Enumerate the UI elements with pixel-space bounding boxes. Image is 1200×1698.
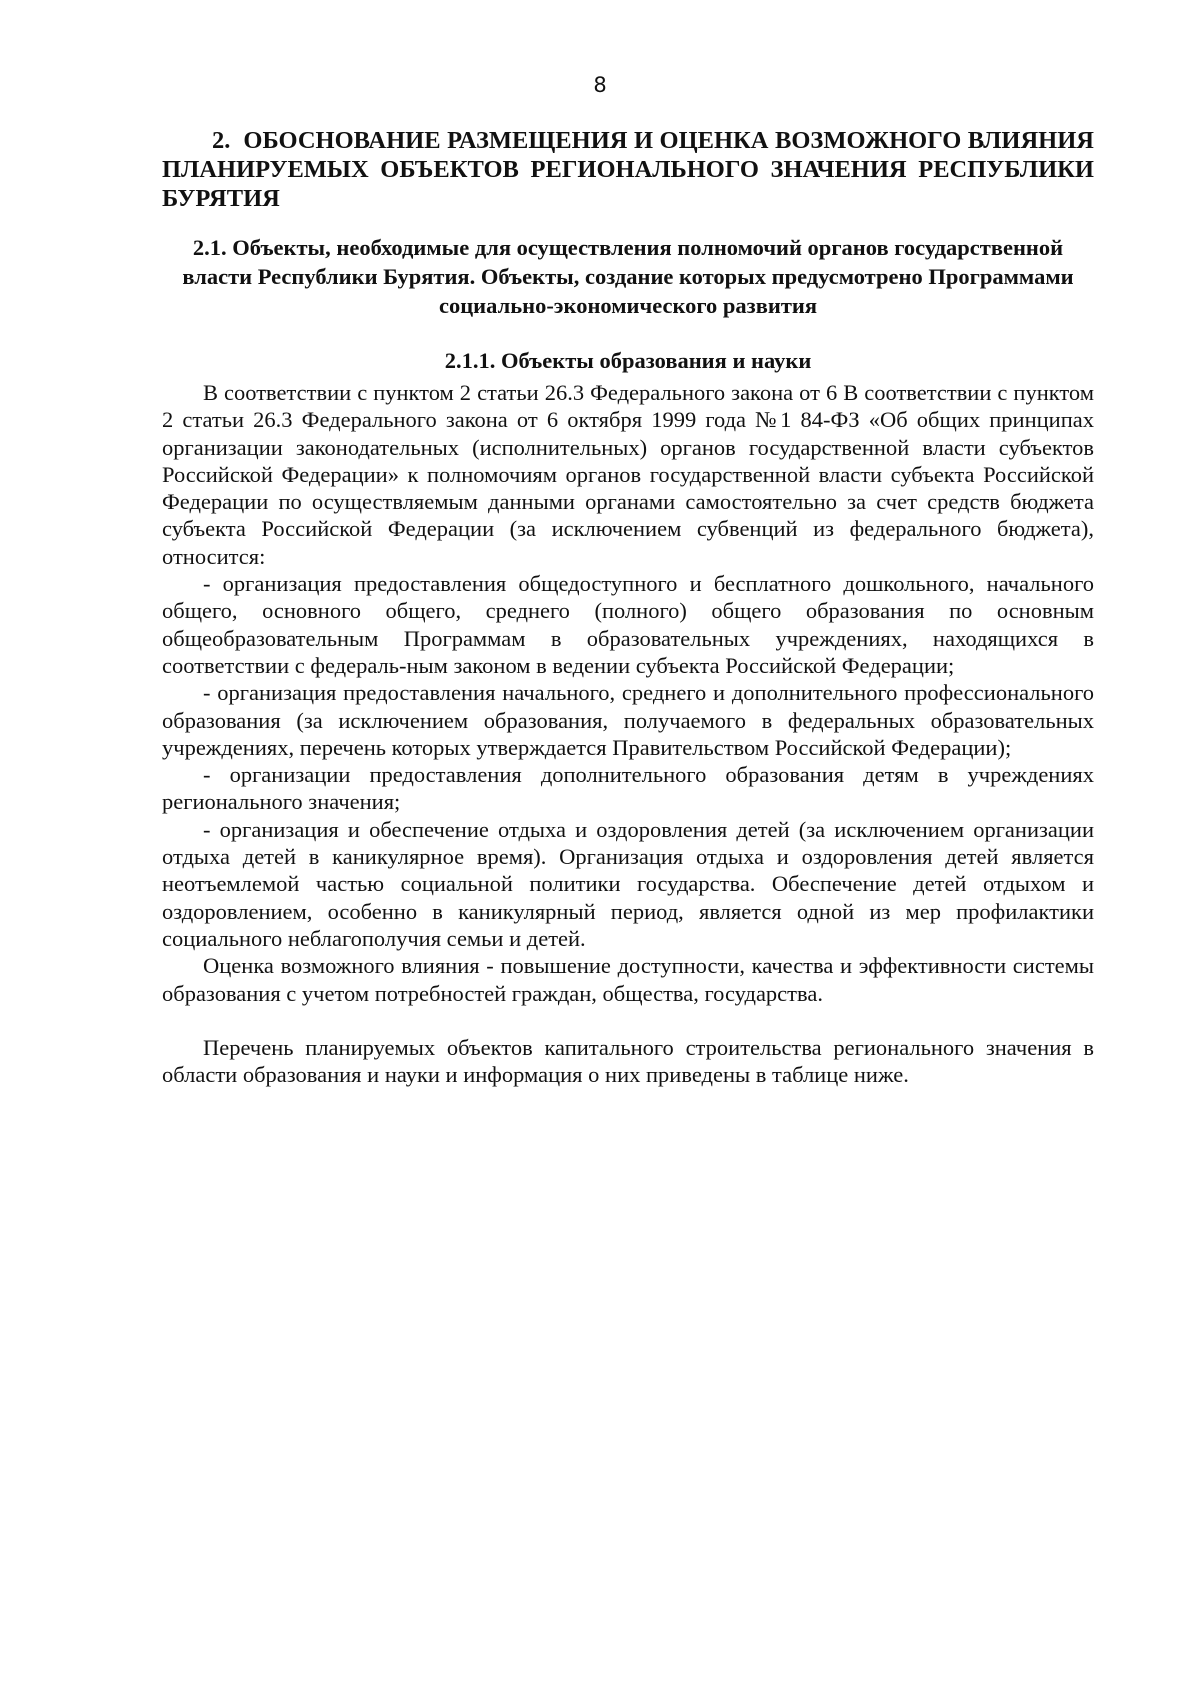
list-item-additional-education: - организации предоставления дополнительного образования детям в учреждениях регионального значения; xyxy=(162,762,1094,815)
list-item-general-education: - организация предоставления общедоступного и бесплатного дошкольного, начального общего, основного общего, среднего (полного) общего образования по основным общеобразовательным Программам в образовательных учреждениях, находящихся в соответствии с федераль-ным законом в ведении субъекта Российской Федерации; xyxy=(162,571,1094,678)
body-text xyxy=(162,379,1094,1088)
page-content xyxy=(162,126,1094,1088)
paragraph-intro: В соответствии с пунктом 2 статьи 26.3 Федерального закона от 6 В соответствии с пунктом 2 статьи 26.3 Федерального закона от 6 октября 1999 года №1 84-ФЗ «Об общих принципах организации законодательных (исполнительных) органов государственной власти субъектов Российской Федерации» к полномочиям органов государственной власти субъекта Российской Федерации по осуществляемым данными органами самостоятельно за счет средств бюджета субъекта Российской Федерации (за исключением субвенций из федерального бюджета), относится: xyxy=(162,380,1094,569)
subsubsection-heading: 2.1.1. Объекты образования и науки xyxy=(444,348,812,373)
list-item-professional-education: - организация предоставления начального, среднего и дополнительного профессионального образования (за исключением образования, получаемого в федеральных образовательных учреждениях, перечень которых утверждается Правительством Российской Федерации); xyxy=(162,680,1094,760)
page-number: 8 xyxy=(593,73,607,97)
list-item-children-recreation: - организация и обеспечение отдыха и оздоровления детей (за исключением организации отдыха детей в каникулярное время). Организация отдыха и оздоровления детей является неотъемлемой частью социальной политики государства. Обеспечение детей отдыхом и оздоровлением, особенно в каникулярный период, является одной из мер профилактики социального неблагополучия семьи и детей. xyxy=(162,816,1094,951)
paragraph-objects-list: Перечень планируемых объектов капитального строительства регионального значения в области образования и науки и информация о них приведены в таблице ниже. xyxy=(162,1034,1094,1088)
subsection-heading: 2.1. Объекты, необходимые для осуществления полномочий органов государственной власти Республики Бурятия. Объекты, создание которых предусмотрено Программами социально-экономического развития xyxy=(182,235,1074,318)
paragraph-impact-assessment: Оценка возможного влияния - повышение доступности, качества и эффективности системы образования с учетом потребностей граждан, общества, государства. xyxy=(162,953,1094,1006)
section-heading: 2. ОБОСНОВАНИЕ РАЗМЕЩЕНИЯ И ОЦЕНКА ВОЗМОЖНОГО ВЛИЯНИЯ ПЛАНИРУЕМЫХ ОБЪЕКТОВ РЕГИОНАЛЬНОГО ЗНАЧЕНИЯ РЕСПУБЛИКИ БУРЯТИЯ xyxy=(162,127,1094,212)
